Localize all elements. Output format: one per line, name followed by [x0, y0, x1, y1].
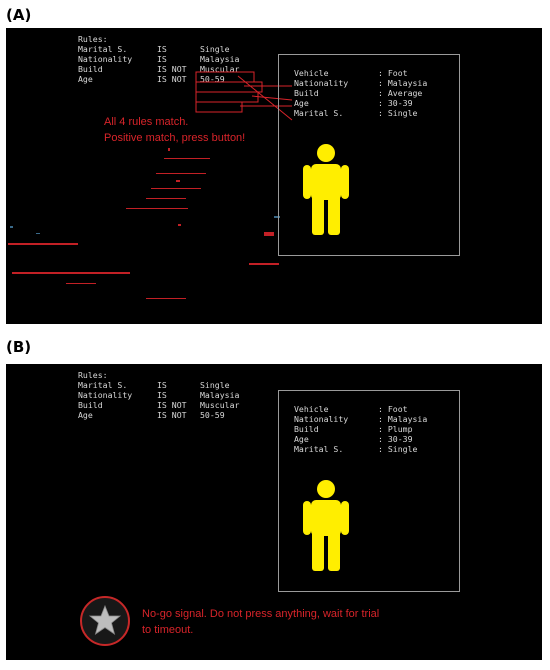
annotation-note	[104, 114, 245, 146]
profile-row: Marital S. : Single	[294, 444, 418, 454]
profile-row: Age : 30-39	[294, 98, 413, 108]
rule-row: Marital S. IS Single	[78, 380, 230, 390]
profile-row: Vehicle : Foot	[294, 68, 408, 78]
rule-row: Build IS NOT Muscular	[78, 64, 240, 74]
profile-card	[278, 390, 460, 592]
star-icon	[82, 598, 128, 644]
annotation-line-2: Positive match, press button!	[104, 132, 246, 144]
profile-card	[278, 54, 460, 256]
task-screen-a	[6, 28, 542, 324]
annotation-line-1: All 4 rules match.	[104, 116, 189, 128]
no-go-star-signal	[80, 596, 130, 646]
person-icon	[301, 143, 351, 235]
profile-row: Build : Average	[294, 88, 423, 98]
profile-attributes	[294, 68, 427, 118]
rule-row: Age IS NOT 50-59	[78, 74, 225, 84]
rules-heading: Rules:	[78, 34, 108, 44]
rule-match-lines	[6, 28, 542, 324]
profile-row: Build : Plump	[294, 424, 413, 434]
profile-row: Vehicle : Foot	[294, 404, 408, 414]
rule-row: Build IS NOT Muscular	[78, 400, 240, 410]
profile-row: Nationality : Malaysia	[294, 78, 428, 88]
profile-row: Nationality : Malaysia	[294, 414, 428, 424]
rule-row: Age IS NOT 50-59	[78, 410, 225, 420]
rules-list	[78, 370, 239, 420]
annotation-line-1: No-go signal. Do not press anything, wait for trial	[142, 608, 380, 620]
panel-a-label: (A)	[6, 6, 32, 24]
profile-row: Age : 30-39	[294, 434, 413, 444]
task-screen-b	[6, 364, 542, 660]
annotation-line-2: to timeout.	[142, 624, 194, 636]
profile-attributes	[294, 404, 427, 454]
rule-row: Nationality IS Malaysia	[78, 390, 240, 400]
panel-b-label: (B)	[6, 338, 32, 356]
person-icon	[301, 479, 351, 571]
rule-row: Marital S. IS Single	[78, 44, 230, 54]
rule-row: Nationality IS Malaysia	[78, 54, 240, 64]
rules-heading: Rules:	[78, 370, 108, 380]
annotation-note	[142, 606, 379, 638]
profile-row: Marital S. : Single	[294, 108, 418, 118]
